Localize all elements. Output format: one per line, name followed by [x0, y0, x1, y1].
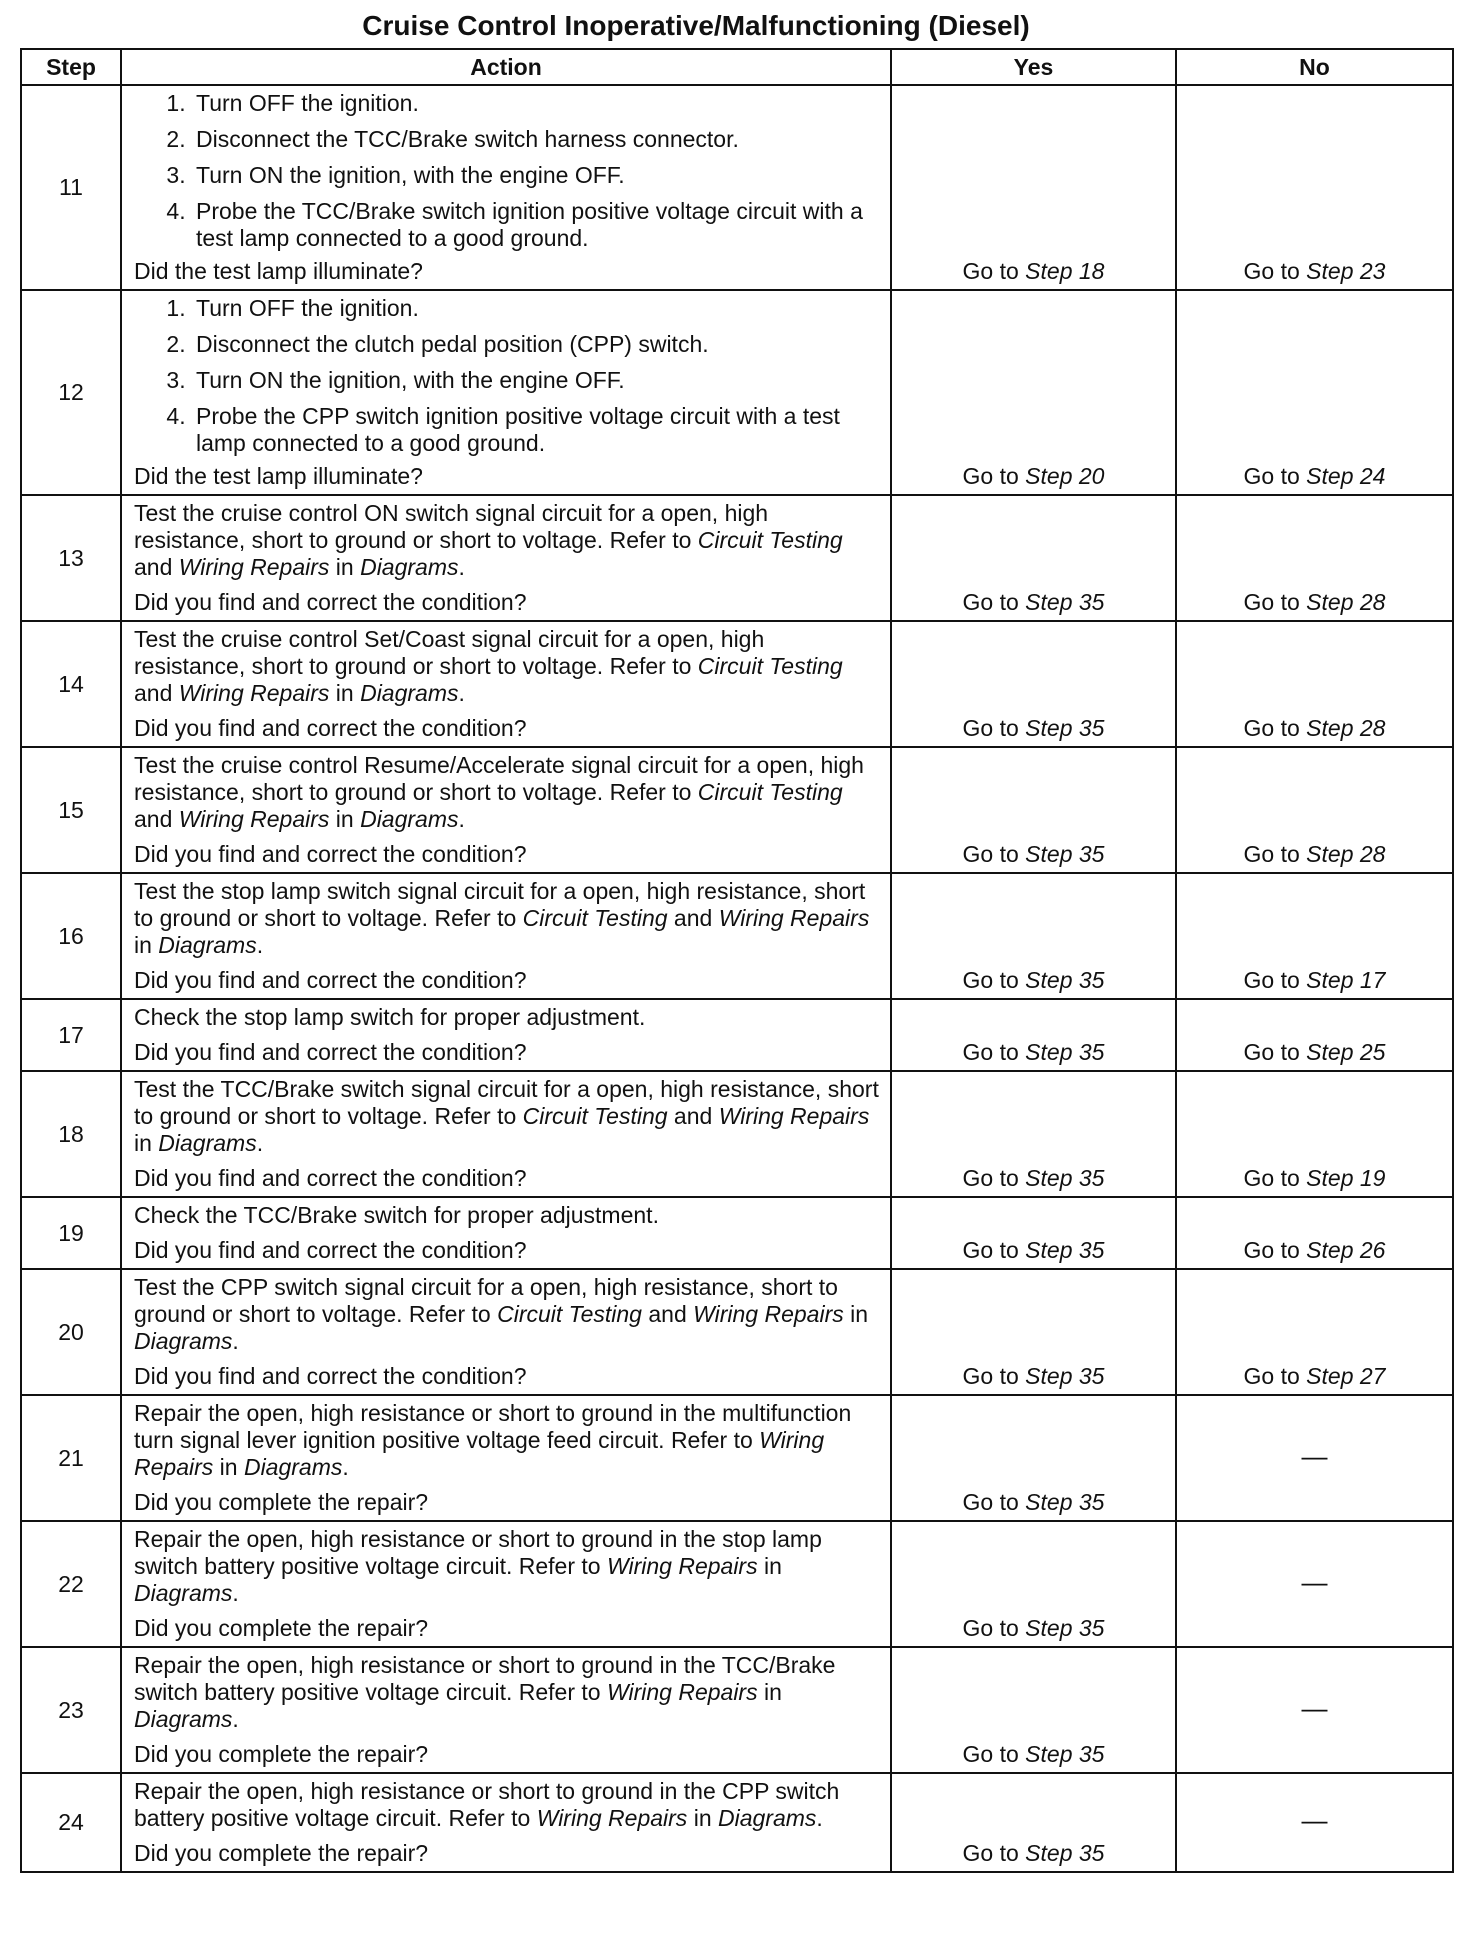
action-question: Did the test lamp illuminate?	[134, 463, 423, 489]
action-question: Did you complete the repair?	[134, 1615, 429, 1641]
step-number: 15	[21, 747, 121, 873]
action-question: Did you find and correct the condition?	[134, 967, 527, 993]
yes-result: Go to Step 35	[891, 999, 1176, 1071]
action-step: 2. Disconnect the clutch pedal position (CPP) switch.	[192, 331, 880, 358]
no-result: Go to Step 28	[1176, 747, 1453, 873]
no-result: Go to Step 19	[1176, 1071, 1453, 1197]
step-number: 12	[21, 290, 121, 495]
table-row	[21, 1647, 1453, 1773]
table-row	[21, 1521, 1453, 1647]
header-row	[21, 49, 1453, 85]
no-result: Go to Step 28	[1176, 495, 1453, 621]
action-text: Test the CPP switch signal circuit for a open, high resistance, short to ground or short to voltage. Refer to Circuit Testing and Wiring Repairs in Diagrams.	[134, 1274, 869, 1354]
page-title: Cruise Control Inoperative/Malfunctioning (Diesel)	[362, 10, 1030, 41]
yes-result: Go to Step 35	[891, 1197, 1176, 1269]
no-result: Go to Step 17	[1176, 873, 1453, 999]
table-row	[21, 290, 1453, 495]
yes-result: Go to Step 18	[891, 85, 1176, 290]
no-result: Go to Step 23	[1176, 85, 1453, 290]
step-number: 18	[21, 1071, 121, 1197]
action-question: Did you find and correct the condition?	[134, 1165, 527, 1191]
action-cell	[121, 621, 891, 747]
table-row	[21, 1197, 1453, 1269]
action-steps	[134, 295, 880, 457]
action-question: Did you find and correct the condition?	[134, 841, 527, 867]
header-step: Step	[21, 49, 121, 85]
action-question: Did you find and correct the condition?	[134, 1237, 527, 1263]
action-cell	[121, 1521, 891, 1647]
yes-result: Go to Step 35	[891, 1647, 1176, 1773]
action-question: Did you complete the repair?	[134, 1840, 429, 1866]
action-question: Did you complete the repair?	[134, 1489, 429, 1515]
action-cell	[121, 495, 891, 621]
action-text: Check the TCC/Brake switch for proper adjustment.	[134, 1202, 659, 1228]
yes-result: Go to Step 35	[891, 1269, 1176, 1395]
action-step: 1. Turn OFF the ignition.	[192, 295, 880, 322]
no-result: Go to Step 25	[1176, 999, 1453, 1071]
action-text: Check the stop lamp switch for proper adjustment.	[134, 1004, 646, 1030]
action-cell	[121, 1773, 891, 1872]
yes-result: Go to Step 35	[891, 1395, 1176, 1521]
no-result: Go to Step 27	[1176, 1269, 1453, 1395]
yes-result: Go to Step 35	[891, 873, 1176, 999]
action-cell	[121, 873, 891, 999]
action-text: Test the stop lamp switch signal circuit for a open, high resistance, short to ground or short to voltage. Refer to Circuit Testing and Wiring Repairs in Diagrams.	[134, 878, 870, 958]
no-result: Go to Step 26	[1176, 1197, 1453, 1269]
action-cell	[121, 1071, 891, 1197]
step-number: 23	[21, 1647, 121, 1773]
action-question: Did you find and correct the condition?	[134, 589, 527, 615]
action-cell	[121, 1269, 891, 1395]
action-cell	[121, 747, 891, 873]
action-question: Did the test lamp illuminate?	[134, 258, 423, 284]
table-row	[21, 873, 1453, 999]
yes-result: Go to Step 35	[891, 1521, 1176, 1647]
no-result: —	[1176, 1647, 1453, 1773]
table-row	[21, 1269, 1453, 1395]
table-body	[21, 85, 1453, 1872]
table-row	[21, 999, 1453, 1071]
step-number: 11	[21, 85, 121, 290]
yes-result: Go to Step 35	[891, 495, 1176, 621]
action-cell	[121, 1647, 891, 1773]
action-text: Test the cruise control ON switch signal circuit for a open, high resistance, short to ground or short to voltage. Refer to Circuit Testing and Wiring Repairs in Diagrams.	[134, 500, 843, 580]
yes-result: Go to Step 35	[891, 747, 1176, 873]
action-cell	[121, 1197, 891, 1269]
action-cell	[121, 290, 891, 495]
yes-result: Go to Step 35	[891, 621, 1176, 747]
header-no: No	[1176, 49, 1453, 85]
header-action: Action	[121, 49, 891, 85]
action-text: Test the cruise control Resume/Accelerate signal circuit for a open, high resistance, short to ground or short to voltage. Refer to Circuit Testing and Wiring Repairs in Diagrams.	[134, 752, 864, 832]
action-step: 2. Disconnect the TCC/Brake switch harness connector.	[192, 126, 880, 153]
action-question: Did you find and correct the condition?	[134, 1363, 527, 1389]
action-text: Repair the open, high resistance or short to ground in the TCC/Brake switch battery positive voltage circuit. Refer to Wiring Repairs in Diagrams.	[134, 1652, 836, 1732]
no-result: —	[1176, 1395, 1453, 1521]
action-step: 1. Turn OFF the ignition.	[192, 90, 880, 117]
no-result: Go to Step 24	[1176, 290, 1453, 495]
diagnostic-table	[20, 48, 1454, 1873]
no-result: —	[1176, 1773, 1453, 1872]
table-row	[21, 1395, 1453, 1521]
table-row	[21, 747, 1453, 873]
action-text: Repair the open, high resistance or short to ground in the stop lamp switch battery positive voltage circuit. Refer to Wiring Repairs in Diagrams.	[134, 1526, 822, 1606]
no-result: —	[1176, 1521, 1453, 1647]
action-text: Test the TCC/Brake switch signal circuit for a open, high resistance, short to ground or short to voltage. Refer to Circuit Testing and Wiring Repairs in Diagrams.	[134, 1076, 879, 1156]
action-cell	[121, 85, 891, 290]
step-number: 16	[21, 873, 121, 999]
action-text: Test the cruise control Set/Coast signal circuit for a open, high resistance, short to ground or short to voltage. Refer to Circuit Testing and Wiring Repairs in Diagrams.	[134, 626, 843, 706]
header-yes: Yes	[891, 49, 1176, 85]
action-question: Did you complete the repair?	[134, 1741, 429, 1767]
step-number: 13	[21, 495, 121, 621]
yes-result: Go to Step 35	[891, 1773, 1176, 1872]
table-row	[21, 1071, 1453, 1197]
step-number: 21	[21, 1395, 121, 1521]
no-result: Go to Step 28	[1176, 621, 1453, 747]
action-step: 3. Turn ON the ignition, with the engine OFF.	[192, 367, 880, 394]
step-number: 24	[21, 1773, 121, 1872]
action-steps	[134, 90, 880, 252]
action-question: Did you find and correct the condition?	[134, 715, 527, 741]
action-cell	[121, 1395, 891, 1521]
action-text: Repair the open, high resistance or short to ground in the CPP switch battery positive voltage circuit. Refer to Wiring Repairs in Diagrams.	[134, 1778, 840, 1831]
step-number: 19	[21, 1197, 121, 1269]
action-text: Repair the open, high resistance or short to ground in the multifunction turn signal lever ignition positive voltage feed circuit. Refer to Wiring Repairs in Diagrams.	[134, 1400, 852, 1480]
yes-result: Go to Step 20	[891, 290, 1176, 495]
step-number: 17	[21, 999, 121, 1071]
action-question: Did you find and correct the condition?	[134, 1039, 527, 1065]
action-cell	[121, 999, 891, 1071]
action-step: 3. Turn ON the ignition, with the engine OFF.	[192, 162, 880, 189]
action-step: 4. Probe the TCC/Brake switch ignition positive voltage circuit with a test lamp connected to a good ground.	[192, 198, 880, 252]
action-step: 4. Probe the CPP switch ignition positive voltage circuit with a test lamp connected to a good ground.	[192, 403, 880, 457]
table-row	[21, 85, 1453, 290]
yes-result: Go to Step 35	[891, 1071, 1176, 1197]
table-row	[21, 621, 1453, 747]
table-row	[21, 495, 1453, 621]
table-row	[21, 1773, 1453, 1872]
step-number: 22	[21, 1521, 121, 1647]
step-number: 14	[21, 621, 121, 747]
step-number: 20	[21, 1269, 121, 1395]
